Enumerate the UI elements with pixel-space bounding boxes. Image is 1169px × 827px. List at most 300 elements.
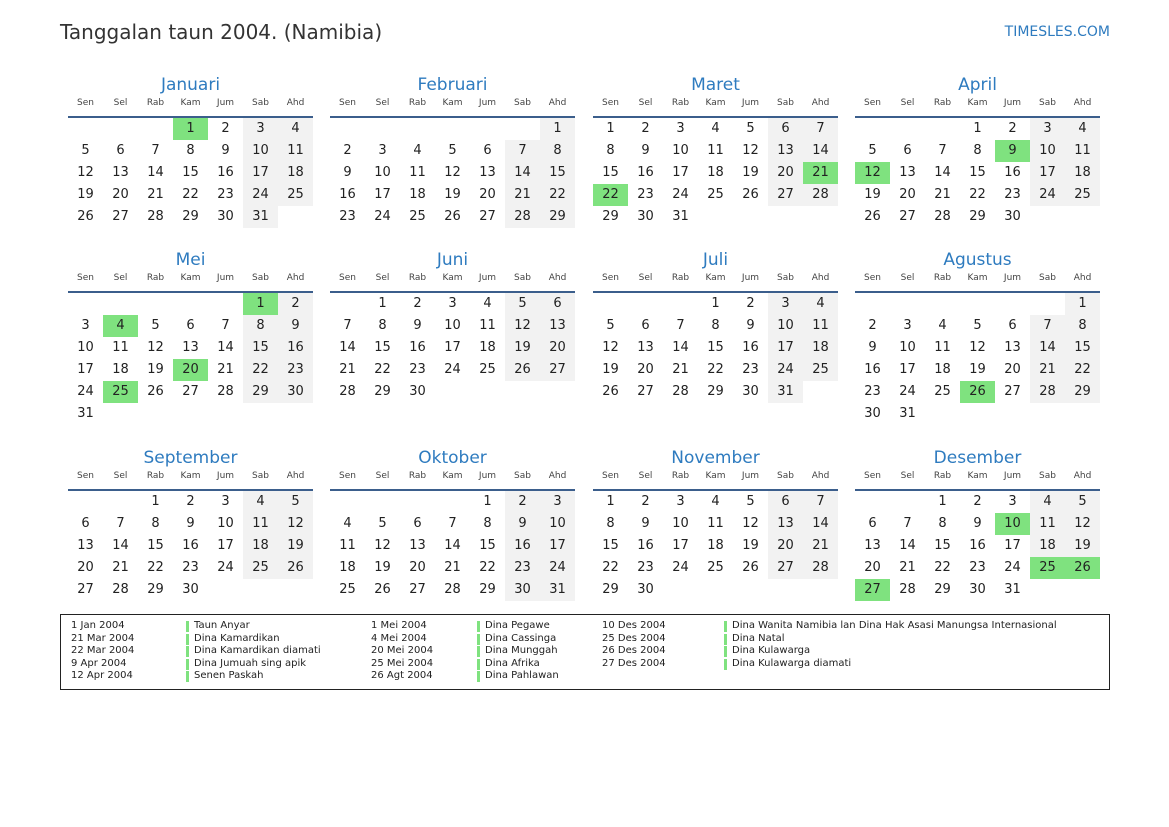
empty-cell: [1030, 293, 1065, 315]
day-cell: 7: [803, 118, 838, 140]
day-cell: 3: [378, 143, 387, 158]
day-cell: 17: [217, 538, 234, 553]
day-cell: 10: [217, 516, 234, 531]
day-cell: 16: [278, 337, 313, 359]
weekday-name: Jum: [478, 273, 497, 283]
day-cell: 13: [540, 315, 575, 337]
day-cell: 10: [1030, 140, 1065, 162]
day-cell: 3: [903, 318, 912, 333]
holiday-name: Taun Anyar: [194, 620, 250, 631]
day-cell: 3: [768, 293, 803, 315]
day-cell: 18: [934, 362, 951, 377]
empty-cell: [173, 293, 208, 315]
day-cell: 17: [243, 162, 278, 184]
day-cell: 27: [479, 209, 496, 224]
day-cell: 6: [81, 516, 90, 531]
day-cell: 14: [803, 513, 838, 535]
weekday-header: [330, 469, 575, 483]
day-cell: 23: [409, 362, 426, 377]
holiday-name: Dina Kamardikan diamati: [194, 645, 321, 656]
day-cell: 24: [243, 184, 278, 206]
day-grid: [330, 118, 575, 228]
day-cell: 20: [540, 337, 575, 359]
day-cell: 16: [969, 538, 986, 553]
day-cell: 23: [742, 362, 759, 377]
weekday-header: [68, 271, 313, 285]
weekday-name: Jum: [1003, 273, 1022, 283]
day-cell: 9: [746, 318, 755, 333]
weekday-header: [68, 469, 313, 483]
day-cell: 2: [641, 121, 650, 136]
day-cell: 28: [217, 384, 234, 399]
day-grid: [593, 491, 838, 601]
day-cell: 4: [413, 143, 422, 158]
day-cell: 18: [803, 337, 838, 359]
weekday-name: Jum: [478, 98, 497, 108]
holiday-day-cell: 21: [803, 162, 838, 184]
weekday-name: Sel: [113, 98, 128, 108]
day-cell: 26: [742, 187, 759, 202]
day-cell: 12: [1065, 513, 1100, 535]
weekday-name: Ahd: [811, 273, 830, 283]
day-cell: 24: [768, 359, 803, 381]
holiday-day-cell: 1: [243, 293, 278, 315]
day-cell: 19: [77, 187, 94, 202]
day-cell: 23: [864, 384, 881, 399]
empty-cell: [365, 491, 400, 513]
day-cell: 28: [672, 384, 689, 399]
weekday-name: Rab: [933, 98, 952, 108]
holiday-marker: [186, 646, 189, 657]
empty-cell: [435, 118, 470, 140]
weekday-name: Ahd: [286, 471, 305, 481]
weekday-name: Ahd: [1073, 98, 1092, 108]
empty-cell: [208, 293, 243, 315]
holiday-marker: [477, 659, 480, 670]
empty-cell: [330, 118, 365, 140]
day-cell: 22: [182, 187, 199, 202]
holiday-day-cell: 25: [1030, 557, 1065, 579]
day-cell: 17: [77, 362, 94, 377]
day-cell: 15: [934, 538, 951, 553]
weekday-name: Kam: [442, 98, 463, 108]
day-cell: 23: [637, 187, 654, 202]
day-cell: 19: [602, 362, 619, 377]
holiday-marker: [477, 646, 480, 657]
day-cell: 3: [540, 491, 575, 513]
month-juli: [593, 247, 838, 403]
day-cell: 29: [540, 206, 575, 228]
day-cell: 24: [540, 557, 575, 579]
weekday-header: [330, 96, 575, 110]
day-cell: 30: [1004, 209, 1021, 224]
day-cell: 13: [112, 165, 129, 180]
day-cell: 14: [147, 165, 164, 180]
day-cell: 20: [637, 362, 654, 377]
weekday-name: Ahd: [286, 98, 305, 108]
holiday-marker: [477, 671, 480, 682]
day-cell: 26: [602, 384, 619, 399]
weekday-name: Kam: [705, 273, 726, 283]
day-cell: 1: [540, 118, 575, 140]
weekday-name: Sab: [514, 471, 531, 481]
day-cell: 26: [505, 359, 540, 381]
holiday-date: 22 Mar 2004: [71, 645, 135, 656]
holiday-date: 27 Des 2004: [602, 657, 666, 669]
weekday-name: Kam: [180, 273, 201, 283]
day-cell: 31: [672, 209, 689, 224]
month-april: [855, 72, 1100, 228]
brand-link[interactable]: TIMESLES.COM: [1004, 24, 1110, 40]
day-cell: 7: [676, 318, 685, 333]
day-cell: 10: [444, 318, 461, 333]
holiday-name: Dina Afrika: [485, 657, 540, 669]
day-cell: 9: [641, 143, 650, 158]
holiday-date: 26 Agt 2004: [371, 670, 433, 681]
day-cell: 21: [339, 362, 356, 377]
day-cell: 6: [483, 143, 492, 158]
day-cell: 1: [711, 296, 720, 311]
empty-cell: [68, 491, 103, 513]
day-cell: 15: [602, 165, 619, 180]
day-cell: 31: [77, 406, 94, 421]
day-cell: 16: [637, 165, 654, 180]
empty-cell: [925, 293, 960, 315]
empty-cell: [663, 293, 698, 315]
weekday-name: Sen: [864, 273, 881, 283]
weekday-name: Rab: [933, 273, 952, 283]
day-cell: 14: [217, 340, 234, 355]
weekday-name: Kam: [180, 98, 201, 108]
day-grid: [330, 491, 575, 601]
day-cell: 7: [343, 318, 352, 333]
day-cell: 25: [707, 187, 724, 202]
day-cell: 29: [602, 582, 619, 597]
day-cell: 4: [278, 118, 313, 140]
month-title: November: [671, 448, 760, 468]
day-cell: 18: [707, 165, 724, 180]
empty-cell: [960, 293, 995, 315]
weekday-name: Sab: [514, 273, 531, 283]
day-cell: 8: [243, 315, 278, 337]
day-cell: 13: [637, 340, 654, 355]
day-cell: 11: [1065, 140, 1100, 162]
weekday-name: Rab: [671, 273, 690, 283]
day-cell: 10: [672, 143, 689, 158]
weekday-name: Sel: [375, 273, 390, 283]
day-cell: 8: [711, 318, 720, 333]
holiday-day-cell: 12: [855, 162, 890, 184]
day-cell: 29: [147, 582, 164, 597]
day-cell: 22: [479, 560, 496, 575]
holiday-date: 12 Apr 2004: [71, 670, 133, 681]
day-cell: 11: [479, 318, 496, 333]
weekday-name: Kam: [705, 471, 726, 481]
day-cell: 25: [934, 384, 951, 399]
month-title: Maret: [691, 75, 740, 95]
day-cell: 26: [742, 560, 759, 575]
day-cell: 5: [81, 143, 90, 158]
day-cell: 24: [444, 362, 461, 377]
holiday-marker: [477, 621, 480, 632]
day-cell: 19: [374, 560, 391, 575]
day-cell: 17: [1030, 162, 1065, 184]
weekday-header: [855, 96, 1100, 110]
day-cell: 7: [448, 516, 457, 531]
weekday-name: Kam: [967, 471, 988, 481]
empty-cell: [593, 293, 628, 315]
month-juni: [330, 247, 575, 403]
day-cell: 24: [217, 560, 234, 575]
day-cell: 4: [1065, 118, 1100, 140]
day-cell: 22: [540, 184, 575, 206]
day-cell: 30: [278, 381, 313, 403]
day-cell: 9: [973, 516, 982, 531]
day-cell: 27: [77, 582, 94, 597]
day-cell: 20: [479, 187, 496, 202]
day-grid: [68, 491, 313, 601]
day-cell: 6: [768, 118, 803, 140]
month-januari: [68, 72, 313, 228]
day-cell: 27: [768, 184, 803, 206]
weekday-name: Jum: [216, 98, 235, 108]
day-cell: 1: [606, 494, 615, 509]
day-grid: [855, 293, 1100, 425]
weekday-name: Sen: [864, 471, 881, 481]
day-cell: 24: [1004, 560, 1021, 575]
day-cell: 29: [602, 209, 619, 224]
day-cell: 30: [409, 384, 426, 399]
month-oktober: [330, 445, 575, 601]
day-cell: 14: [444, 538, 461, 553]
day-cell: 29: [479, 582, 496, 597]
day-cell: 22: [374, 362, 391, 377]
weekday-name: Jum: [216, 471, 235, 481]
empty-cell: [890, 293, 925, 315]
day-cell: 7: [116, 516, 125, 531]
day-cell: 17: [672, 538, 689, 553]
day-cell: 14: [803, 140, 838, 162]
day-cell: 28: [339, 384, 356, 399]
weekday-header: [593, 469, 838, 483]
day-cell: 15: [707, 340, 724, 355]
day-cell: 8: [1065, 315, 1100, 337]
day-cell: 8: [483, 516, 492, 531]
day-grid: [855, 118, 1100, 228]
weekday-name: Sel: [638, 471, 653, 481]
day-cell: 22: [707, 362, 724, 377]
day-cell: 15: [243, 337, 278, 359]
day-cell: 8: [186, 143, 195, 158]
weekday-name: Sen: [602, 98, 619, 108]
day-cell: 14: [672, 340, 689, 355]
month-title: April: [958, 75, 997, 95]
day-grid: [330, 293, 575, 403]
weekday-name: Jum: [216, 273, 235, 283]
day-cell: 20: [768, 535, 803, 557]
day-cell: 5: [746, 121, 755, 136]
day-cell: 29: [707, 384, 724, 399]
day-cell: 31: [768, 381, 803, 403]
day-cell: 4: [1030, 491, 1065, 513]
day-cell: 13: [182, 340, 199, 355]
weekday-name: Sab: [1039, 98, 1056, 108]
weekday-name: Sen: [77, 273, 94, 283]
day-cell: 28: [505, 206, 540, 228]
day-cell: 22: [934, 560, 951, 575]
weekday-name: Jum: [478, 471, 497, 481]
empty-cell: [330, 491, 365, 513]
day-cell: 13: [1004, 340, 1021, 355]
day-cell: 14: [899, 538, 916, 553]
empty-cell: [628, 293, 663, 315]
day-cell: 10: [374, 165, 391, 180]
day-cell: 20: [899, 187, 916, 202]
weekday-name: Sab: [252, 98, 269, 108]
weekday-name: Ahd: [811, 471, 830, 481]
day-cell: 19: [505, 337, 540, 359]
day-cell: 31: [540, 579, 575, 601]
day-cell: 8: [540, 140, 575, 162]
day-cell: 21: [505, 184, 540, 206]
day-cell: 17: [374, 187, 391, 202]
day-cell: 15: [147, 538, 164, 553]
day-cell: 23: [505, 557, 540, 579]
empty-cell: [365, 118, 400, 140]
day-cell: 26: [278, 557, 313, 579]
holiday-date: 25 Des 2004: [602, 632, 666, 644]
day-cell: 6: [540, 293, 575, 315]
day-cell: 29: [182, 209, 199, 224]
day-cell: 16: [864, 362, 881, 377]
holiday-name: Dina Wanita Namibia lan Dina Hak Asasi Manungsa Internasional: [732, 620, 1057, 631]
day-cell: 18: [1065, 162, 1100, 184]
holiday-day-cell: 26: [1065, 557, 1100, 579]
weekday-name: Sab: [1039, 273, 1056, 283]
empty-cell: [400, 491, 435, 513]
month-desember: [855, 445, 1100, 601]
day-cell: 6: [1008, 318, 1017, 333]
holiday-day-cell: 1: [173, 118, 208, 140]
month-title: Desember: [933, 448, 1022, 468]
weekday-name: Sel: [113, 273, 128, 283]
day-cell: 27: [112, 209, 129, 224]
day-cell: 10: [540, 513, 575, 535]
day-cell: 5: [1065, 491, 1100, 513]
day-grid: [68, 118, 313, 228]
day-cell: 9: [221, 143, 230, 158]
weekday-name: Sab: [777, 273, 794, 283]
weekday-name: Rab: [146, 273, 165, 283]
day-cell: 16: [505, 535, 540, 557]
weekday-name: Jum: [741, 471, 760, 481]
empty-cell: [400, 118, 435, 140]
day-cell: 25: [339, 582, 356, 597]
day-cell: 11: [409, 165, 426, 180]
holiday-name: Dina Kulawarga diamati: [732, 657, 852, 669]
holiday-marker: [186, 634, 189, 645]
empty-cell: [330, 293, 365, 315]
holiday-legend: [60, 614, 1110, 690]
weekday-name: Sab: [252, 471, 269, 481]
day-cell: 2: [973, 494, 982, 509]
day-cell: 3: [1030, 118, 1065, 140]
month-title: Mei: [175, 250, 206, 270]
day-cell: 12: [77, 165, 94, 180]
day-cell: 29: [934, 582, 951, 597]
day-cell: 23: [217, 187, 234, 202]
day-cell: 1: [973, 121, 982, 136]
day-cell: 23: [339, 209, 356, 224]
day-cell: 27: [409, 582, 426, 597]
holiday-date: 26 Des 2004: [602, 645, 666, 656]
day-cell: 2: [186, 494, 195, 509]
day-cell: 9: [278, 315, 313, 337]
weekday-name: Ahd: [1073, 471, 1092, 481]
day-cell: 12: [278, 513, 313, 535]
day-cell: 24: [374, 209, 391, 224]
day-cell: 1: [378, 296, 387, 311]
day-cell: 13: [864, 538, 881, 553]
day-grid: [593, 118, 838, 228]
day-cell: 31: [243, 206, 278, 228]
day-cell: 5: [973, 318, 982, 333]
day-cell: 12: [742, 143, 759, 158]
day-cell: 11: [1030, 513, 1065, 535]
day-cell: 14: [934, 165, 951, 180]
month-maret: [593, 72, 838, 228]
day-cell: 10: [899, 340, 916, 355]
day-cell: 20: [77, 560, 94, 575]
day-cell: 2: [343, 143, 352, 158]
day-cell: 31: [899, 406, 916, 421]
empty-cell: [103, 491, 138, 513]
holiday-day-cell: 25: [103, 381, 138, 403]
day-cell: 25: [1065, 184, 1100, 206]
holiday-marker: [724, 659, 727, 670]
day-cell: 16: [409, 340, 426, 355]
weekday-name: Sel: [900, 273, 915, 283]
weekday-name: Sab: [777, 471, 794, 481]
weekday-name: Rab: [933, 471, 952, 481]
day-cell: 27: [182, 384, 199, 399]
month-september: [68, 445, 313, 601]
day-cell: 28: [147, 209, 164, 224]
day-cell: 4: [803, 293, 838, 315]
holiday-name: Dina Kamardikan: [194, 632, 280, 644]
month-mei: [68, 247, 313, 425]
day-cell: 28: [803, 184, 838, 206]
day-cell: 18: [339, 560, 356, 575]
day-cell: 10: [243, 140, 278, 162]
day-cell: 23: [182, 560, 199, 575]
holiday-name: Dina Pegawe: [485, 620, 550, 631]
empty-cell: [925, 118, 960, 140]
day-cell: 6: [903, 143, 912, 158]
day-cell: 22: [147, 560, 164, 575]
day-cell: 12: [374, 538, 391, 553]
day-cell: 4: [711, 494, 720, 509]
day-cell: 13: [479, 165, 496, 180]
day-cell: 25: [278, 184, 313, 206]
weekday-header: [593, 271, 838, 285]
weekday-name: Sel: [113, 471, 128, 481]
weekday-name: Sel: [900, 98, 915, 108]
day-cell: 4: [243, 491, 278, 513]
holiday-date: 9 Apr 2004: [71, 657, 127, 669]
day-cell: 15: [969, 165, 986, 180]
weekday-name: Jum: [1003, 471, 1022, 481]
